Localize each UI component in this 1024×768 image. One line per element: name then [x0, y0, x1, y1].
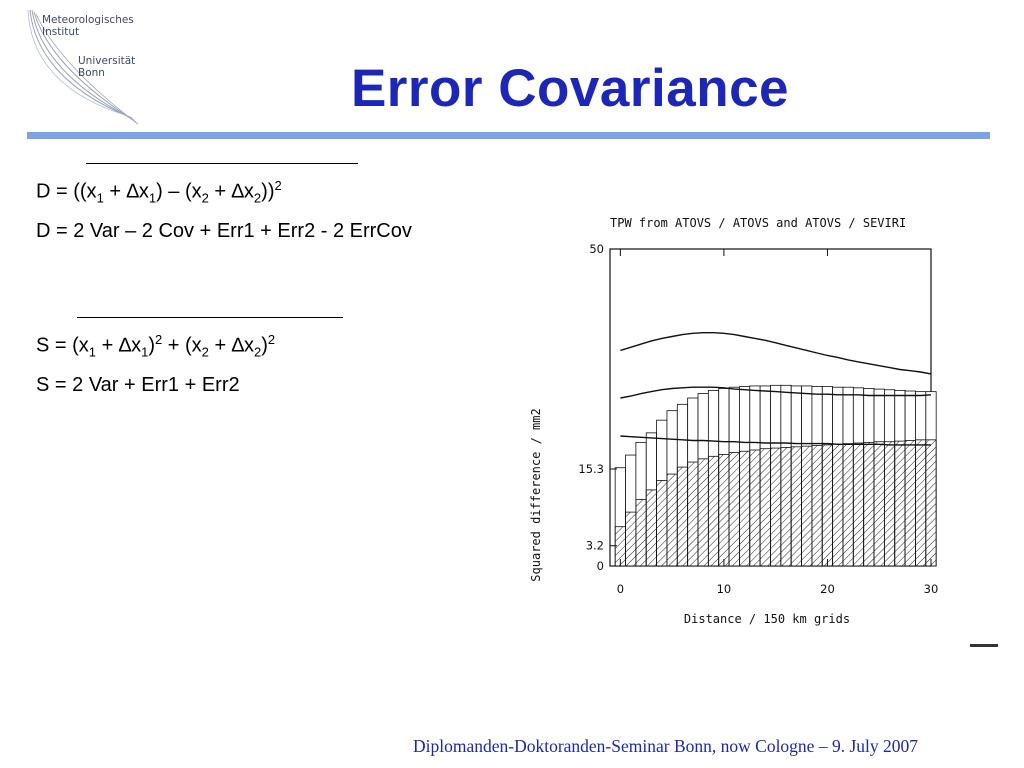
y-tick-label: 50 [589, 242, 604, 256]
y-tick-label: 3.2 [585, 538, 604, 553]
hatched-bar [750, 450, 760, 566]
hatched-bar [884, 442, 894, 566]
hatched-bar [646, 490, 656, 566]
title-divider [27, 132, 990, 139]
equation-d-expansion: D = 2 Var – 2 Cov + Err1 + Err2 - 2 ErrCov [36, 220, 412, 242]
overline-d [86, 163, 358, 164]
hatched-bar [926, 440, 936, 566]
y-axis-label: Squared difference / mm2 [529, 408, 543, 582]
hatched-bar [636, 499, 646, 566]
squared-difference-chart [520, 205, 1000, 655]
logo-line-2: Institut [42, 26, 80, 38]
hatched-bar [812, 446, 822, 566]
equation-d-definition: $D = ((x_1 + \Delta x_1) - (x_2 + \Delta x_2))^2$ [36, 178, 282, 206]
hatched-bar [688, 462, 698, 566]
series-line-3 [620, 333, 931, 374]
y-tick-label: 15.3 [578, 461, 604, 476]
hatched-bar [771, 448, 781, 566]
hatched-bar [760, 449, 770, 566]
hatched-bar [915, 440, 925, 566]
slide-footer: Diplomanden-Doktoranden-Seminar Bonn, now Cologne – 9. July 2007 [412, 736, 918, 756]
equation-s-expansion: S = 2 Var + Err1 + Err2 [36, 374, 240, 396]
x-tick-label: 20 [820, 582, 835, 596]
x-tick-label: 10 [716, 582, 732, 596]
hatched-bar [657, 480, 667, 566]
equation-s-definition: $S = (x_1 + \Delta x_1)^2 + (x_2 + \Delta x_2)^2$ [36, 332, 276, 360]
chart-title: TPW from ATOVS / ATOVS and ATOVS / SEVIRI [610, 216, 907, 230]
x-tick-label: 0 [616, 582, 625, 596]
hatched-bar [677, 467, 687, 566]
overline-s [77, 317, 343, 318]
x-tick-label: 30 [923, 582, 939, 596]
hatched-bar [667, 474, 677, 566]
hatched-bar [781, 447, 791, 566]
hatched-bar [864, 442, 874, 566]
hatched-bar [853, 443, 863, 566]
hatched-bar [833, 444, 843, 566]
slide-title: Error Covariance [350, 59, 790, 118]
hatched-bar [874, 442, 884, 566]
logo-line-1: Meteorologisches [42, 14, 134, 26]
x-axis-label: Distance / 150 km grids [683, 612, 851, 626]
hatched-bar [822, 445, 832, 566]
hatched-bar [719, 454, 729, 566]
logo-line-4: Bonn [78, 67, 105, 79]
hatched-bar [729, 453, 739, 566]
hatched-bar [791, 447, 801, 566]
hatched-bar [698, 459, 708, 566]
chart-footer-mark [970, 644, 998, 647]
hatched-bar [626, 512, 636, 566]
logo-line-3: Universität [78, 55, 136, 67]
hatched-bar [708, 456, 718, 566]
institute-logo [22, 10, 162, 125]
hatched-bar [802, 446, 812, 566]
hatched-bar [843, 444, 853, 566]
hatched-bar [905, 440, 915, 566]
y-tick-label: 0 [596, 559, 604, 573]
hatched-bar [895, 441, 905, 566]
hatched-bar [739, 451, 749, 566]
